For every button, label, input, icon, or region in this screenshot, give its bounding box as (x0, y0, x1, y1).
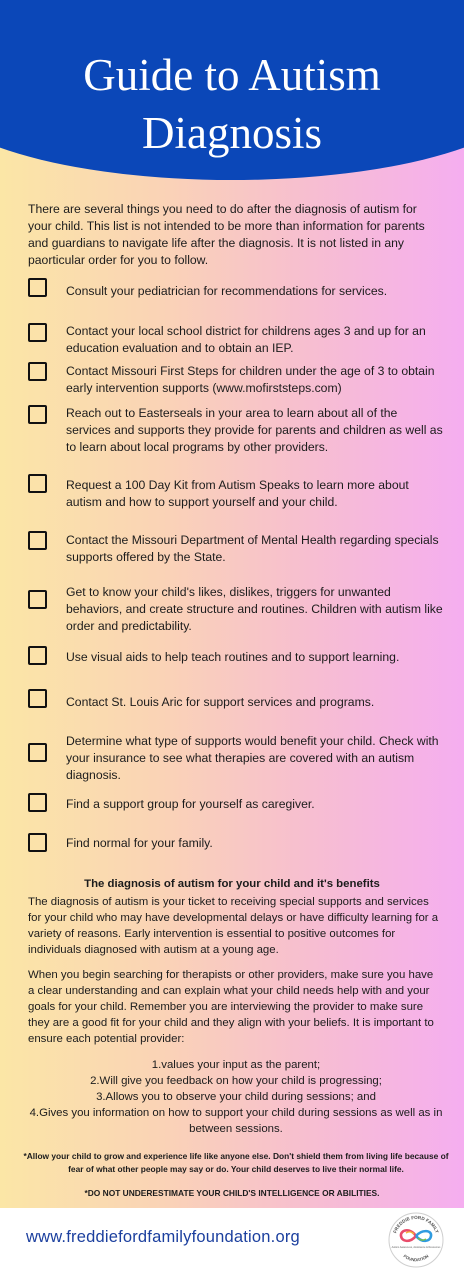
intro-paragraph: There are several things you need to do after the diagnosis of autism for your child. This list is not intended to be more than information for parents and guardians to navigate life after the diagnosis. It is not listed in any paorticular order for you to follow. (28, 202, 425, 267)
checklist-item-6: Contact the Missouri Department of Mental Health regarding specials supports offered by the State. (66, 533, 439, 564)
criteria-item-1: 1.values your input as the parent; (151, 1059, 321, 1071)
checklist-item-8: Use visual aids to help teach routines and to support learning. (66, 650, 400, 664)
title-line-1: Guide to Autism (83, 50, 381, 100)
logo-tagline: Autism Awareness, Assistance & Resources (391, 1246, 441, 1249)
checklist-checkbox-10[interactable] (28, 743, 47, 762)
checklist-item-2: Contact your local school district for childrens ages 3 and up for an education evaluation and to obtain an IEP. (66, 324, 426, 355)
page-title (0, 46, 464, 162)
checklist-checkbox-12[interactable] (28, 833, 47, 852)
checklist-checkbox-4[interactable] (28, 405, 47, 424)
logo-top-text: FREDDIE FORD FAMILY (392, 1214, 440, 1234)
checklist-checkbox-2[interactable] (28, 323, 47, 342)
checklist-item-12: Find normal for your family. (66, 836, 213, 850)
criteria-item-4: 4.Gives you information on how to support your child during sessions as well as in between sessions. (29, 1107, 443, 1135)
checklist-item-1: Consult your pediatrician for recommendations for services. (66, 284, 388, 298)
foundation-logo (386, 1210, 446, 1270)
footer (0, 1208, 464, 1273)
checklist-item-4: Reach out to Easterseals in your area to learn about all of the services and supports they provide for parents and children as well as to learn about local programs by other providers. (66, 406, 443, 454)
criteria-item-2: 2.Will give you feedback on how your child is progressing; (90, 1075, 382, 1087)
criteria-item-3: 3.Allows you to observe your child during sessions; and (96, 1091, 376, 1103)
checklist-checkbox-8[interactable] (28, 646, 47, 665)
benefits-heading: The diagnosis of autism for your child and it's benefits (84, 878, 380, 890)
title-line-2: Diagnosis (142, 108, 322, 158)
note-live-normal-life: *Allow your child to grow and experience life like anyone else. Don't shield them from living life because of fear of what other people may say or do. Your child deserves to live their normal life. (23, 1151, 449, 1174)
checklist-item-7: Get to know your child's likes, dislikes, triggers for unwanted behaviors, and create structure and routines. Children with autism like order and predictability. (66, 585, 443, 633)
checklist-item-11: Find a support group for yourself as caregiver. (66, 797, 315, 811)
benefits-paragraph-1: The diagnosis of autism is your ticket to receiving special supports and services for your child who may have developmental delays or have difficulty learning for a variety of reasons. Early intervention is essential to positive outcomes for individuals diagnosed with autism at a young age. (28, 896, 439, 956)
checklist-checkbox-7[interactable] (28, 590, 47, 609)
note-do-not-underestimate: *DO NOT UNDERESTIMATE YOUR CHILD'S INTELLIGENCE OR ABILITIES. (84, 1188, 380, 1198)
benefits-paragraph-2: When you begin searching for therapists or other providers, make sure you have a clear understanding and can explain what your child needs help with and your goals for your child. Remember you are interviewing the provider to make sure they are a good fit for your child and they align with your beliefs. It is important to ensure each potential provider: (28, 969, 434, 1045)
checklist-checkbox-9[interactable] (28, 689, 47, 708)
checklist-item-5: Request a 100 Day Kit from Autism Speaks to learn more about autism and how to support yourself and your child. (66, 478, 409, 509)
website-link[interactable]: www.freddiefordfamilyfoundation.org (26, 1228, 300, 1246)
checklist-item-3: Contact Missouri First Steps for children under the age of 3 to obtain early intervention supports (www.mofirststeps.com) (66, 364, 435, 395)
checklist-item-9: Contact St. Louis Aric for support services and programs. (66, 695, 375, 709)
checklist-checkbox-5[interactable] (28, 474, 47, 493)
checklist-checkbox-3[interactable] (28, 362, 47, 381)
checklist-checkbox-6[interactable] (28, 531, 47, 550)
checklist-item-10: Determine what type of supports would benefit your child. Check with your insurance to see what therapies are covered with an autism diagnosis. (66, 734, 439, 782)
logo-bottom-text: FOUNDATION (402, 1253, 430, 1263)
checklist-checkbox-1[interactable] (28, 278, 47, 297)
checklist-checkbox-11[interactable] (28, 793, 47, 812)
